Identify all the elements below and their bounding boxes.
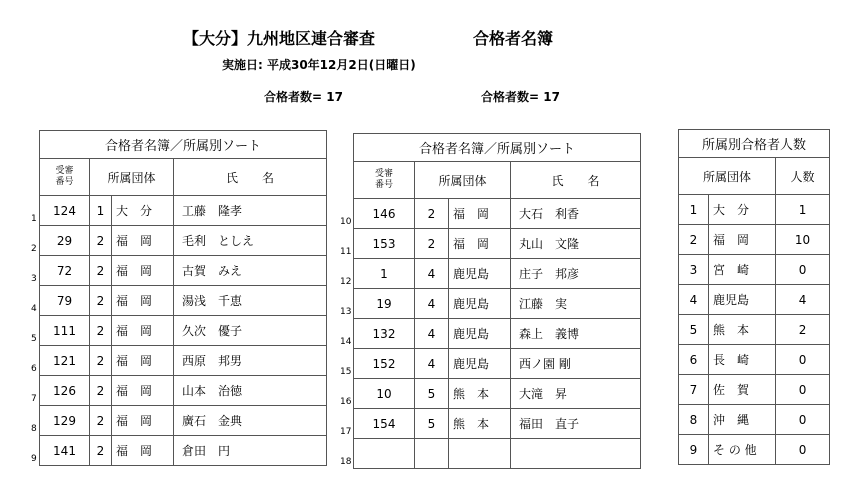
org-code-cell: 1 bbox=[90, 196, 112, 226]
org-code-cell: 2 bbox=[90, 286, 112, 316]
org-name-cell: 熊 本 bbox=[449, 379, 511, 409]
org-header: 所属団体 bbox=[90, 159, 174, 196]
org-code-cell: 5 bbox=[679, 315, 709, 345]
org-header: 所属団体 bbox=[679, 158, 776, 195]
member-name-cell: 倉田 円 bbox=[174, 436, 327, 466]
org-code-cell: 8 bbox=[679, 405, 709, 435]
exam-date: 実施日: 平成30年12月2日(日曜日) bbox=[222, 58, 416, 72]
org-code-cell: 4 bbox=[415, 259, 449, 289]
row-index: 8 bbox=[31, 424, 37, 434]
org-code-cell: 6 bbox=[679, 345, 709, 375]
table-row bbox=[40, 286, 327, 316]
org-code-cell: 2 bbox=[90, 256, 112, 286]
exam-number-cell: 124 bbox=[40, 196, 90, 226]
member-name-cell: 古賀 みえ bbox=[174, 256, 327, 286]
table-row bbox=[679, 195, 830, 225]
org-code-cell bbox=[415, 439, 449, 469]
org-name-cell: 福 岡 bbox=[112, 226, 174, 256]
member-name-cell: 丸山 文隆 bbox=[511, 229, 641, 259]
member-name-cell: 久次 優子 bbox=[174, 316, 327, 346]
row-index: 3 bbox=[31, 274, 37, 284]
exam-number-cell: 1 bbox=[354, 259, 415, 289]
table-row bbox=[40, 256, 327, 286]
count-header: 人数 bbox=[776, 158, 830, 195]
org-name-cell: 福 岡 bbox=[112, 406, 174, 436]
org-name-cell: 福 岡 bbox=[112, 436, 174, 466]
table-row bbox=[679, 255, 830, 285]
exam-number-cell: 141 bbox=[40, 436, 90, 466]
org-header: 所属団体 bbox=[415, 162, 511, 199]
roster-table-2 bbox=[353, 133, 641, 469]
table-row bbox=[354, 229, 641, 259]
exam-number-cell: 121 bbox=[40, 346, 90, 376]
row-index: 12 bbox=[340, 277, 352, 287]
member-name-cell: 西ノ園 剛 bbox=[511, 349, 641, 379]
org-name-cell: 大 分 bbox=[112, 196, 174, 226]
table-row bbox=[679, 375, 830, 405]
org-name-cell: 鹿児島 bbox=[449, 259, 511, 289]
row-index: 9 bbox=[31, 454, 37, 464]
org-code-cell: 4 bbox=[415, 319, 449, 349]
org-code-cell: 2 bbox=[415, 199, 449, 229]
org-code-cell: 4 bbox=[679, 285, 709, 315]
org-code-cell: 4 bbox=[415, 289, 449, 319]
member-count-cell: 10 bbox=[776, 225, 830, 255]
row-index: 1 bbox=[31, 214, 37, 224]
table-row bbox=[40, 226, 327, 256]
org-name-cell: 大 分 bbox=[709, 195, 776, 225]
member-name-cell: 庄子 邦彦 bbox=[511, 259, 641, 289]
row-index: 7 bbox=[31, 394, 37, 404]
table-row bbox=[40, 376, 327, 406]
table-row bbox=[354, 409, 641, 439]
member-count-cell: 0 bbox=[776, 435, 830, 465]
row-index: 13 bbox=[340, 307, 352, 317]
org-code-cell: 7 bbox=[679, 375, 709, 405]
table-row bbox=[679, 315, 830, 345]
org-code-cell: 3 bbox=[679, 255, 709, 285]
member-count-cell: 0 bbox=[776, 405, 830, 435]
org-code-cell: 2 bbox=[90, 346, 112, 376]
row-index: 2 bbox=[31, 244, 37, 254]
page-title: 【大分】九州地区連合審査 bbox=[183, 29, 376, 48]
member-name-cell: 工藤 隆孝 bbox=[174, 196, 327, 226]
org-name-cell: 佐 賀 bbox=[709, 375, 776, 405]
member-count-cell: 2 bbox=[776, 315, 830, 345]
exam-number-header: 受審 番号 bbox=[354, 162, 415, 199]
org-code-cell: 2 bbox=[90, 226, 112, 256]
row-index: 6 bbox=[31, 364, 37, 374]
table-caption: 所属別合格者人数 bbox=[679, 130, 830, 158]
table-row bbox=[679, 345, 830, 375]
org-name-cell: 福 岡 bbox=[112, 256, 174, 286]
org-code-cell: 2 bbox=[90, 406, 112, 436]
table-row bbox=[40, 436, 327, 466]
org-name-cell: 鹿児島 bbox=[449, 349, 511, 379]
org-code-cell: 2 bbox=[90, 376, 112, 406]
table-row bbox=[354, 259, 641, 289]
table-row bbox=[354, 319, 641, 349]
exam-number-cell: 152 bbox=[354, 349, 415, 379]
member-name-cell: 毛利 としえ bbox=[174, 226, 327, 256]
org-name-cell: 熊 本 bbox=[449, 409, 511, 439]
exam-number-cell: 146 bbox=[354, 199, 415, 229]
member-name-cell bbox=[511, 439, 641, 469]
table-row bbox=[40, 196, 327, 226]
table-row bbox=[354, 199, 641, 229]
org-code-cell: 9 bbox=[679, 435, 709, 465]
row-index: 18 bbox=[340, 457, 352, 467]
org-name-cell: 福 岡 bbox=[449, 229, 511, 259]
row-index: 15 bbox=[340, 367, 352, 377]
row-index: 10 bbox=[340, 217, 352, 227]
org-name-cell: 熊 本 bbox=[709, 315, 776, 345]
table-caption: 合格者名簿／所属別ソート bbox=[354, 134, 641, 162]
table-row bbox=[354, 379, 641, 409]
org-name-cell: 福 岡 bbox=[112, 316, 174, 346]
org-code-cell: 2 bbox=[90, 316, 112, 346]
exam-number-cell: 72 bbox=[40, 256, 90, 286]
org-name-cell bbox=[449, 439, 511, 469]
org-code-cell: 2 bbox=[90, 436, 112, 466]
member-name-cell: 大石 利香 bbox=[511, 199, 641, 229]
org-code-cell: 5 bbox=[415, 409, 449, 439]
member-count-cell: 1 bbox=[776, 195, 830, 225]
name-header: 氏 名 bbox=[511, 162, 641, 199]
org-name-cell: 鹿児島 bbox=[709, 285, 776, 315]
pass-count-left: 合格者数= 17 bbox=[264, 90, 343, 104]
pass-count-right: 合格者数= 17 bbox=[481, 90, 560, 104]
member-count-cell: 4 bbox=[776, 285, 830, 315]
member-name-cell: 福田 直子 bbox=[511, 409, 641, 439]
member-name-cell: 山本 治徳 bbox=[174, 376, 327, 406]
member-name-cell: 湯浅 千恵 bbox=[174, 286, 327, 316]
exam-number-cell: 129 bbox=[40, 406, 90, 436]
table-row bbox=[679, 285, 830, 315]
member-name-cell: 森上 義博 bbox=[511, 319, 641, 349]
exam-number-cell: 154 bbox=[354, 409, 415, 439]
org-name-cell: 長 崎 bbox=[709, 345, 776, 375]
member-name-cell: 江藤 実 bbox=[511, 289, 641, 319]
org-name-cell: 福 岡 bbox=[112, 346, 174, 376]
org-code-cell: 1 bbox=[679, 195, 709, 225]
org-name-cell: 沖 縄 bbox=[709, 405, 776, 435]
member-name-cell: 大滝 昇 bbox=[511, 379, 641, 409]
exam-number-cell: 79 bbox=[40, 286, 90, 316]
member-count-cell: 0 bbox=[776, 255, 830, 285]
row-index: 5 bbox=[31, 334, 37, 344]
table-row bbox=[679, 435, 830, 465]
org-name-cell: そ の 他 bbox=[709, 435, 776, 465]
org-name-cell: 福 岡 bbox=[449, 199, 511, 229]
table-row bbox=[40, 406, 327, 436]
org-name-cell: 福 岡 bbox=[112, 376, 174, 406]
row-index: 17 bbox=[340, 427, 352, 437]
member-count-cell: 0 bbox=[776, 345, 830, 375]
exam-number-cell: 29 bbox=[40, 226, 90, 256]
member-name-cell: 西原 邦男 bbox=[174, 346, 327, 376]
table-caption: 合格者名簿／所属別ソート bbox=[40, 131, 327, 159]
org-name-cell: 宮 崎 bbox=[709, 255, 776, 285]
row-index: 16 bbox=[340, 397, 352, 407]
org-count-table bbox=[678, 129, 830, 465]
row-index: 14 bbox=[340, 337, 352, 347]
table-row bbox=[40, 346, 327, 376]
org-name-cell: 鹿児島 bbox=[449, 319, 511, 349]
member-name-cell: 廣石 金典 bbox=[174, 406, 327, 436]
exam-number-cell: 10 bbox=[354, 379, 415, 409]
row-index: 4 bbox=[31, 304, 37, 314]
page-subtitle: 合格者名簿 bbox=[473, 29, 554, 48]
table-row bbox=[354, 439, 641, 469]
org-code-cell: 2 bbox=[679, 225, 709, 255]
table-row bbox=[679, 405, 830, 435]
org-name-cell: 福 岡 bbox=[112, 286, 174, 316]
org-code-cell: 2 bbox=[415, 229, 449, 259]
org-name-cell: 鹿児島 bbox=[449, 289, 511, 319]
exam-number-cell: 19 bbox=[354, 289, 415, 319]
exam-number-cell: 126 bbox=[40, 376, 90, 406]
exam-number-cell bbox=[354, 439, 415, 469]
org-code-cell: 5 bbox=[415, 379, 449, 409]
roster-table-1 bbox=[39, 130, 327, 466]
table-row bbox=[354, 349, 641, 379]
exam-number-cell: 111 bbox=[40, 316, 90, 346]
exam-number-cell: 153 bbox=[354, 229, 415, 259]
table-row bbox=[679, 225, 830, 255]
org-name-cell: 福 岡 bbox=[709, 225, 776, 255]
org-code-cell: 4 bbox=[415, 349, 449, 379]
exam-number-cell: 132 bbox=[354, 319, 415, 349]
name-header: 氏 名 bbox=[174, 159, 327, 196]
row-index: 11 bbox=[340, 247, 352, 257]
table-row bbox=[354, 289, 641, 319]
exam-number-header: 受審 番号 bbox=[40, 159, 90, 196]
table-row bbox=[40, 316, 327, 346]
member-count-cell: 0 bbox=[776, 375, 830, 405]
